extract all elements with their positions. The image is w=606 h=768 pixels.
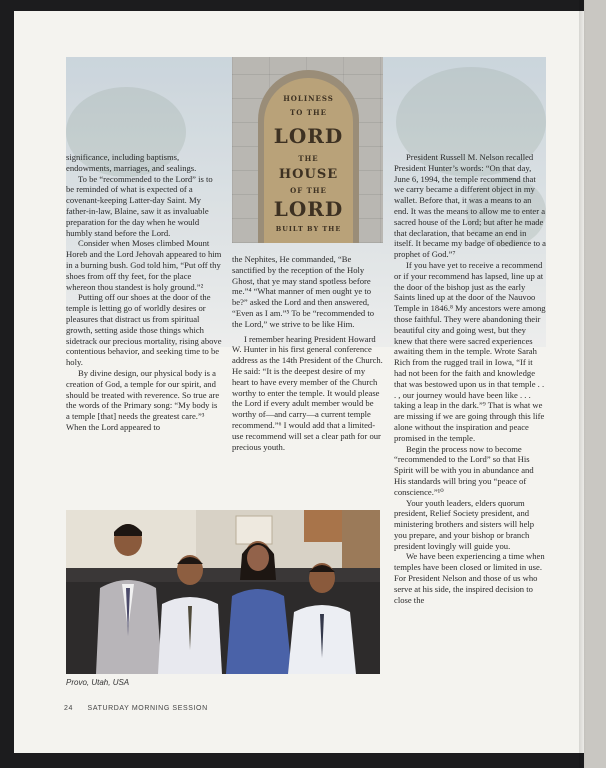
family-photo-illustration xyxy=(66,510,380,674)
text-column-1 xyxy=(66,152,222,433)
page-number: 24 xyxy=(64,705,73,712)
photo-caption: Provo, Utah, USA xyxy=(66,678,130,687)
page-footer xyxy=(64,705,220,712)
paragraph: significance, including baptisms, endowments, marriages, and sealings. xyxy=(66,152,197,173)
paragraph: Begin the process now to become “recommended to the Lord” so that His Spirit will be with you in abundance and His standards will bring you “peace of conscience.”¹⁰ xyxy=(394,443,534,497)
plaque-line-house: HOUSE xyxy=(278,167,339,182)
paragraph: Your youth leaders, elders quorum president, Relief Society president, and ministering brothers and sisters will help you prepare, and your bishop or branch president lovingly will guide you. xyxy=(394,497,535,551)
plaque-line-lord: LORD xyxy=(273,124,344,148)
gutter-shadow xyxy=(579,0,586,768)
temple-inscription-plaque xyxy=(264,78,353,243)
session-label: SATURDAY MORNING SESSION xyxy=(87,705,208,712)
paragraph: President Russell M. Nelson recalled President Hunter’s words: “On that day, June 6, 1994, the temple recommend that we carry became a different object in my wallet. Before that, it was a means to an end. It was the means to allow me to enter a sacred house of the Lord; but after he made that declaration, that became an end in itself. It became my badge of obedience to a prophet of God.”⁷ xyxy=(394,152,546,260)
text-column-2 xyxy=(232,254,383,452)
plaque-line-built-by: BUILT BY THE xyxy=(275,225,342,233)
paragraph: If you have yet to receive a recommend or if your recommend has lapsed, line up at the door of the bishop just as the early Saints lined up at the door of the Nauvoo Temple in 1846.⁸ My ancestors were among those faithful. They were abandoning their beautiful city and going west, but they knew that there were sacred experiences awaiting them in the temple. Wrote Sarah Rich from the rugged trail in Iowa, “If it had not been for the faith and knowledge that was bestowed upon us in that temple . . . , our journey would have been like . . . taking a leap in the dark.”⁹ That is what we are missing if we are going through this life alone without the inspiration and peace promised in the temple. xyxy=(394,259,546,443)
paragraph: Consider when Moses climbed Mount Horeb and the Lord Jehovah appeared to him in a burning bush. God told him, “Put off thy shoes from off thy feet, for the place whereon thou standest is holy ground.”² xyxy=(66,238,222,292)
paragraph: I remember hearing President Howard W. Hunter in his first general conference address as the 14th President of the Church. He said: “It is the deepest desire of my heart to have every member of the Church worthy to enter the temple. It would please the Lord if every adult member would be worthy of—and carry—a current temple recommend.”⁶ I would add that a limited-use recommend will set a clear path for our precious youth. xyxy=(232,333,383,452)
book-spine xyxy=(584,0,606,768)
paragraph: We have been experiencing a time when temples have been closed or limited in use. For President Nelson and those of us who serve at his side, the inspired decision to close the xyxy=(394,551,545,605)
paragraph: Putting off our shoes at the door of the temple is letting go of worldly desires or pleasures that distract us from spiritual growth, setting aside those things which sidetrack our precious mortality, rising above contentious behavior, and seeking time to be holy. xyxy=(66,292,222,368)
text-column-3 xyxy=(394,152,546,605)
plaque-line-lord-2: LORD xyxy=(273,197,344,221)
plaque-line-of-the: OF THE xyxy=(290,186,327,195)
plaque-line-to-the: TO THE xyxy=(290,108,327,117)
paragraph: To be “recommended to the Lord” is to be reminded of what is expected of a covenant-keeping Latter-day Saint. My father-in-law, Blaine, saw it as invaluable preparation for the day when he would humbly stand before the Lord. xyxy=(66,173,213,238)
family-photo xyxy=(66,510,380,674)
paragraph: By divine design, our physical body is a creation of God, a temple for our spirit, and should be treated with reverence. So true are the words of the Primary song: “My body is a temple [that] needs the greatest care.”³ When the Lord appeared to xyxy=(66,367,220,432)
plaque-line-the: THE xyxy=(298,154,319,163)
paragraph: the Nephites, He commanded, “Be sanctified by the reception of the Holy Ghost, that ye may stand spotless before me.”⁴ “What manner of men ought ye to be?” asked the Lord and then answered, “Even as I am.”⁵ To be “recommended to the Lord,” we strive to be like Him. xyxy=(232,254,375,329)
plaque-line-holiness: HOLINESS xyxy=(283,94,334,103)
